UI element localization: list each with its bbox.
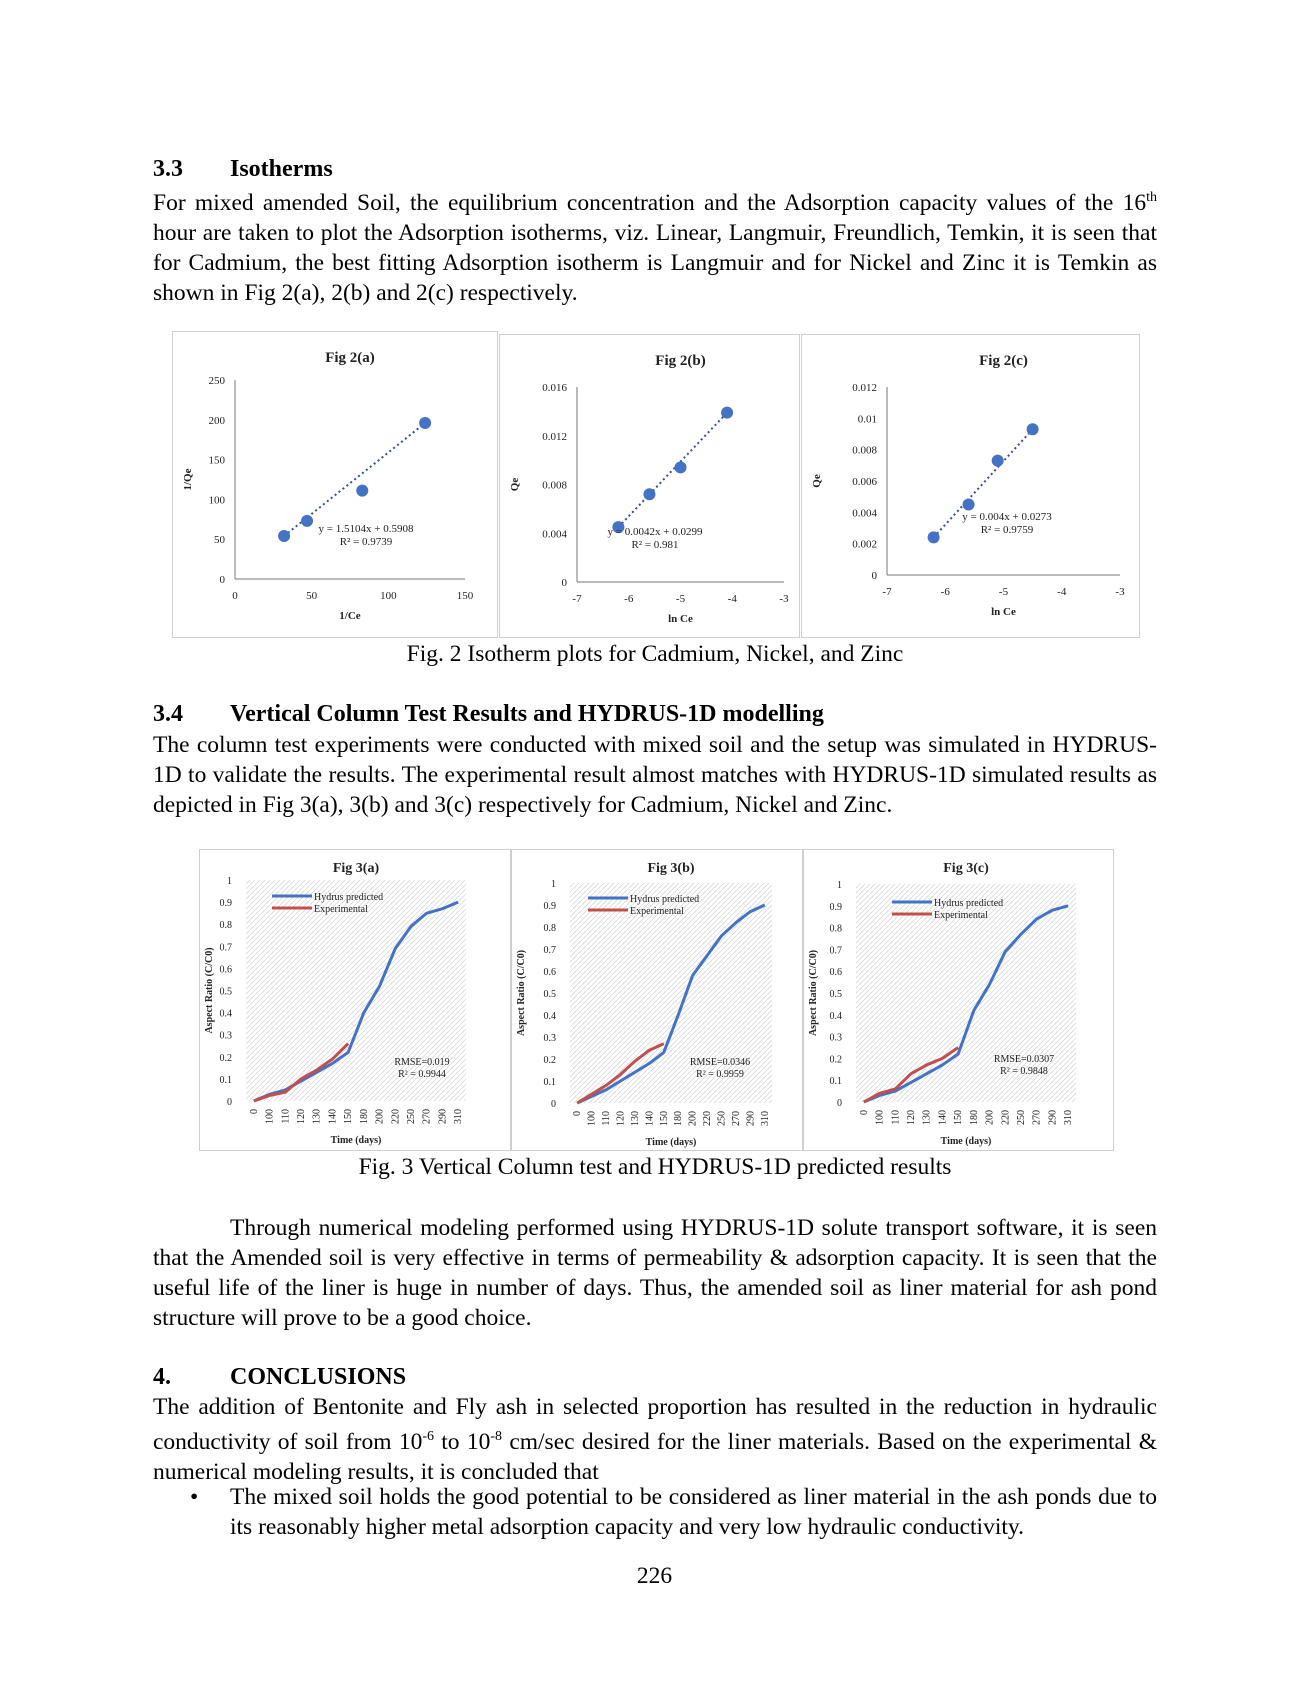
x-tick-label: 110	[280, 1109, 292, 1124]
y-tick-label: 0.3	[829, 1032, 842, 1044]
bullet-text: The mixed soil holds the good potential to be considered as liner material in the ash ponds due to its reasonably higher metal adsorption capacity and very low hydraulic conductivity.	[230, 1484, 1157, 1540]
fig-2b-chart	[499, 334, 800, 638]
x-tick-label: -5	[998, 586, 1009, 598]
y-tick-label: 0.4	[543, 1011, 556, 1022]
bullet-symbol: •	[190, 1484, 199, 1510]
y-tick-label: 0.6	[219, 964, 232, 976]
y-tick-label: 0.2	[829, 1054, 842, 1066]
y-tick-label: 0	[227, 1097, 232, 1108]
chart-title: Fig 2(a)	[325, 350, 375, 366]
x-tick-label: 200	[687, 1111, 699, 1126]
fit-statistic-label: R² = 0.9944	[398, 1069, 446, 1080]
y-tick-label: 0.5	[219, 986, 232, 998]
isotherms-paragraph	[153, 183, 1157, 308]
fit-statistic-label: RMSE=0.0307	[993, 1054, 1055, 1065]
fig-2-caption: Fig. 2 Isotherm plots for Cadmium, Nickel, and Zinc	[406, 641, 904, 667]
chart-title: Fig 3(a)	[332, 861, 380, 876]
y-axis-label: Aspect Ratio (C/C0)	[204, 947, 215, 1034]
x-tick-label: 0	[572, 1111, 584, 1116]
x-tick-label: 310	[759, 1111, 771, 1126]
x-tick-label: -3	[1115, 586, 1125, 598]
x-tick-label: 180	[358, 1109, 370, 1124]
para-text: hour are taken to plot the Adsorption isotherms, viz. Linear, Langmuir, Freundlich, Temkin, it is seen that for Cadmium, the best fitting Adsorption isotherm is Langmuir and for Nickel and Zinc it is Temkin as shown in Fig 2(a), 2(b) and 2(c) respectively.	[153, 219, 1157, 306]
x-tick-label: 220	[702, 1111, 714, 1126]
x-tick-label: 270	[730, 1111, 742, 1126]
y-tick-label: 1	[837, 880, 842, 891]
y-tick-label: 1	[551, 879, 556, 890]
y-axis-label: Qe	[811, 474, 823, 488]
x-axis-label: Time (days)	[330, 1135, 382, 1146]
x-tick-label: 250	[406, 1109, 417, 1124]
fit-statistic-label: R² = 0.9959	[696, 1069, 744, 1080]
superscript: -8	[490, 1429, 503, 1444]
para-text: cm/sec desired for the liner materials. Based on the experimental & numerical modeling results, it is concluded that	[153, 1428, 1158, 1485]
section-title: Isotherms	[230, 156, 333, 182]
y-tick-label: 1	[227, 876, 232, 887]
y-tick-label: 0.4	[219, 1008, 232, 1020]
y-tick-label: 0.008	[542, 479, 567, 492]
data-point	[721, 407, 733, 419]
chart-title: Fig 3(c)	[943, 861, 989, 876]
equation-label: R² = 0.981	[631, 539, 679, 551]
fig-3c-chart	[803, 849, 1114, 1151]
x-tick-label: 180	[968, 1110, 980, 1125]
chart-title: Fig 3(b)	[647, 861, 695, 876]
x-tick-label: 290	[437, 1109, 449, 1124]
data-point	[278, 530, 290, 542]
x-tick-label: 290	[1047, 1110, 1059, 1125]
para-text: The column test experiments were conducted with mixed soil and the setup was simulated in HYDRUS-1D to validate the results. The experimental result almost matches with HYDRUS-1D simulated results as depicted in Fig 3(a), 3(b) and 3(c) respectively for Cadmium, Nickel and Zinc.	[153, 732, 1157, 818]
x-tick-label: 0	[248, 1109, 260, 1114]
equation-label: y = 0.004x + 0.0273	[962, 511, 1052, 523]
y-tick-label: 0.012	[542, 430, 567, 443]
x-tick-label: -4	[1057, 586, 1067, 598]
x-tick-label: 150	[953, 1110, 965, 1125]
data-point	[1027, 423, 1039, 435]
data-point	[963, 499, 975, 511]
x-axis-label: ln Ce	[668, 613, 693, 625]
y-tick-label: 0	[219, 574, 225, 586]
numerical-modeling-paragraph	[153, 1213, 1157, 1333]
x-axis-label: Time (days)	[645, 1137, 697, 1148]
y-tick-label: 0.3	[543, 1033, 556, 1044]
x-tick-label: 0	[858, 1110, 870, 1115]
y-tick-label: 0	[871, 570, 877, 582]
x-tick-label: 220	[1000, 1110, 1012, 1125]
equation-label: y = 0.0042x + 0.0299	[607, 526, 703, 538]
y-tick-label: 0.012	[852, 382, 877, 394]
column-test-paragraph	[153, 730, 1157, 820]
x-tick-label: 310	[1063, 1110, 1075, 1125]
y-tick-label: 0.004	[852, 507, 877, 520]
x-tick-label: -7	[572, 593, 582, 605]
x-tick-label: 150	[343, 1109, 355, 1124]
x-tick-label: 120	[615, 1111, 627, 1126]
y-tick-label: 0.9	[543, 901, 556, 912]
section-number: 3.4	[153, 701, 183, 727]
y-tick-label: 0.4	[829, 1010, 842, 1022]
data-point	[928, 531, 940, 543]
section-number: 4.	[153, 1364, 171, 1390]
y-tick-label: 0.2	[219, 1052, 232, 1064]
y-tick-label: 0.1	[829, 1076, 842, 1088]
y-tick-label: 0.8	[219, 920, 232, 932]
y-tick-label: 0	[561, 577, 567, 589]
superscript: -6	[422, 1429, 434, 1444]
y-tick-label: 0.016	[542, 382, 567, 394]
y-tick-label: 0.9	[829, 901, 842, 913]
legend-label: Hydrus predicted	[934, 898, 1004, 909]
y-tick-label: 0.01	[857, 413, 877, 426]
x-tick-label: 200	[374, 1109, 386, 1124]
equation-label: R² = 0.9759	[980, 524, 1034, 536]
fig-3a-chart	[199, 849, 511, 1151]
equation-label: y = 1.5104x + 0.5908	[318, 523, 414, 535]
section-3-3-heading	[153, 156, 753, 186]
y-tick-label: 200	[208, 414, 225, 427]
y-axis-label: Aspect Ratio (C/C0)	[808, 949, 819, 1037]
y-tick-label: 0.9	[219, 898, 232, 910]
y-tick-label: 0	[551, 1099, 556, 1110]
x-tick-label: 270	[1031, 1110, 1043, 1125]
x-tick-label: 140	[327, 1109, 339, 1124]
y-tick-label: 0.1	[219, 1074, 232, 1086]
y-tick-label: 0.2	[543, 1055, 556, 1066]
fig-2a-chart	[172, 331, 498, 638]
equation-label: R² = 0.9739	[339, 536, 393, 548]
y-tick-label: 0.002	[852, 538, 877, 551]
x-tick-label: 310	[453, 1109, 465, 1124]
y-tick-label: 150	[208, 454, 225, 467]
x-axis-label: Time (days)	[940, 1136, 992, 1147]
y-tick-label: 0.6	[543, 967, 556, 978]
x-tick-label: 130	[311, 1109, 323, 1124]
x-tick-label: 50	[306, 590, 318, 602]
fit-statistic-label: R² = 0.9848	[1000, 1066, 1048, 1077]
y-tick-label: 0.006	[852, 476, 877, 488]
y-tick-label: 0.5	[543, 989, 556, 1000]
y-tick-label: 0.7	[219, 942, 232, 954]
para-text: The addition of Bentonite and Fly ash in selected proportion has resulted in the reduction in hydraulic conductivity of soil from 10	[153, 1394, 1157, 1455]
data-point	[992, 455, 1004, 467]
x-tick-label: -7	[882, 586, 892, 598]
x-tick-label: 120	[906, 1110, 917, 1125]
conclusions-paragraph	[153, 1392, 1157, 1487]
section-number: 3.3	[153, 156, 183, 182]
y-tick-label: 0	[837, 1098, 842, 1109]
x-tick-label: 120	[296, 1109, 307, 1124]
x-axis-label: 1/Ce	[339, 610, 361, 622]
x-tick-label: 100	[874, 1110, 886, 1125]
para-text: Through numerical modeling performed using HYDRUS-1D solute transport software, it is seen that the Amended soil is very effective in terms of permeability & adsorption capacity. It is seen that the useful life of the liner is huge in number of days. Thus, the amended soil as liner material for ash pond structure will prove to be a good choice.	[153, 1215, 1157, 1331]
legend-label: Experimental	[630, 906, 684, 917]
x-tick-label: -3	[779, 593, 789, 605]
y-tick-label: 0.6	[829, 967, 842, 979]
x-tick-label: 110	[601, 1111, 613, 1126]
x-tick-label: 200	[984, 1110, 996, 1125]
x-tick-label: 100	[586, 1111, 598, 1126]
x-tick-label: -6	[624, 593, 634, 605]
chart-title: Fig 2(b)	[655, 353, 706, 369]
para-text: to 10	[434, 1428, 491, 1455]
section-3-4-heading	[153, 701, 1153, 731]
y-tick-label: 0.1	[543, 1077, 556, 1088]
legend-label: Hydrus predicted	[630, 894, 700, 905]
x-tick-label: 100	[264, 1109, 276, 1124]
fit-statistic-label: RMSE=0.0346	[689, 1057, 751, 1068]
fig-3b-chart	[511, 849, 803, 1151]
y-tick-label: 0.008	[852, 444, 877, 457]
y-tick-label: 250	[208, 375, 225, 387]
fig-3-caption: Fig. 3 Vertical Column test and HYDRUS-1D predicted results	[358, 1154, 952, 1180]
chart-title: Fig 2(c)	[979, 353, 1028, 369]
x-tick-label: 270	[421, 1109, 433, 1124]
bullet-item-1	[230, 1482, 1157, 1542]
data-point	[301, 515, 313, 527]
section-title: CONCLUSIONS	[230, 1364, 407, 1390]
y-tick-label: 0.7	[543, 945, 556, 956]
x-tick-label: 220	[390, 1109, 402, 1124]
x-tick-label: -6	[940, 586, 950, 598]
y-axis-label: 1/Qe	[182, 468, 194, 491]
legend-label: Experimental	[314, 904, 368, 915]
x-tick-label: 100	[380, 590, 397, 602]
y-tick-label: 0.8	[543, 923, 556, 934]
data-point	[419, 417, 431, 429]
x-tick-label: -5	[675, 593, 686, 605]
y-tick-label: 0.8	[829, 923, 842, 935]
x-tick-label: -4	[727, 593, 737, 605]
para-text: For mixed amended Soil, the equilibrium concentration and the Adsorption capacity values of the 16	[153, 189, 1147, 216]
section-title: Vertical Column Test Results and HYDRUS-1D modelling	[230, 701, 824, 727]
legend-label: Hydrus predicted	[314, 892, 384, 903]
y-tick-label: 0.5	[829, 989, 842, 1000]
data-point	[675, 461, 687, 473]
x-tick-label: 150	[456, 590, 474, 602]
section-4-heading	[153, 1364, 753, 1394]
fit-statistic-label: RMSE=0.019	[394, 1057, 450, 1068]
x-tick-label: 180	[673, 1111, 685, 1126]
y-tick-label: 50	[214, 534, 225, 547]
fig-2c-chart	[801, 334, 1140, 638]
y-tick-label: 100	[208, 494, 225, 507]
x-axis-label: ln Ce	[991, 606, 1016, 618]
x-tick-label: 140	[644, 1111, 656, 1126]
x-tick-label: 0	[232, 590, 238, 602]
x-tick-label: 250	[716, 1111, 728, 1126]
y-tick-label: 0.3	[219, 1030, 232, 1042]
y-tick-label: 0.004	[542, 528, 567, 541]
data-point	[643, 488, 655, 500]
x-tick-label: 290	[745, 1111, 757, 1126]
x-tick-label: 150	[658, 1111, 670, 1126]
y-tick-label: 0.7	[829, 945, 842, 957]
superscript: th	[1146, 190, 1157, 205]
x-tick-label: 130	[629, 1111, 641, 1126]
trendline	[618, 413, 727, 528]
page-number: 226	[636, 1563, 673, 1589]
x-tick-label: 140	[937, 1110, 949, 1125]
data-point	[356, 485, 368, 497]
x-tick-label: 250	[1016, 1110, 1027, 1125]
legend-label: Experimental	[934, 910, 988, 921]
x-tick-label: 110	[890, 1110, 902, 1125]
x-tick-label: 130	[921, 1110, 933, 1125]
y-axis-label: Aspect Ratio (C/C0)	[516, 949, 527, 1037]
y-axis-label: Qe	[509, 477, 521, 492]
